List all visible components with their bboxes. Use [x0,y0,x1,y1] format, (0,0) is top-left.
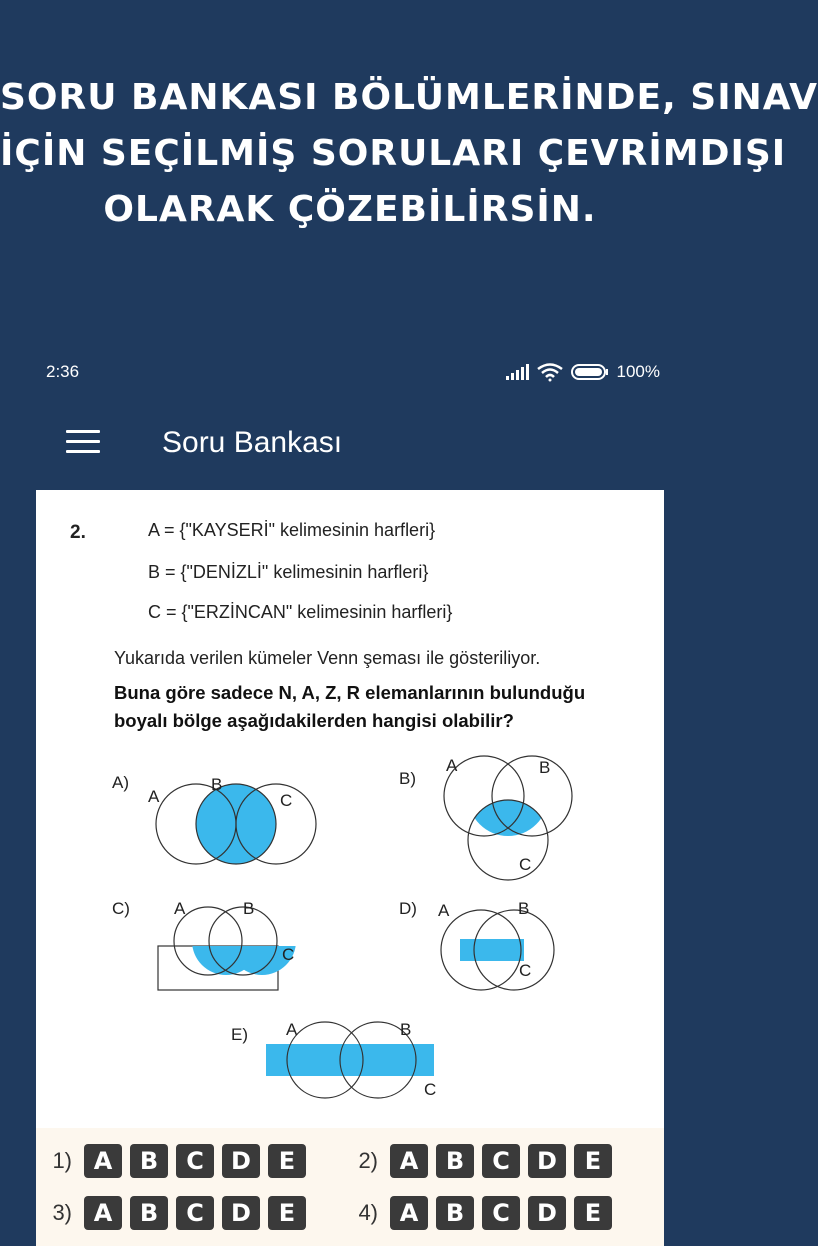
answer-row-2 [342,1144,620,1178]
answer-3-choice-b[interactable]: B [130,1196,168,1230]
option-d-set-a: A [438,901,450,920]
answer-row-number: 4) [358,1200,378,1225]
question-prompt-line-1: Buna göre sadece N, A, Z, R elemanlarının bulunduğu [114,682,586,703]
option-e-set-a: A [286,1020,298,1039]
answer-4-choice-c[interactable]: C [482,1196,520,1230]
promo-heading [0,70,818,238]
answer-row-number: 1) [52,1148,72,1173]
option-c-set-a: A [174,899,186,918]
promo-line-2: İÇİN SEÇİLMİŞ SORULARI ÇEVRİMDIŞI [0,133,787,174]
option-b-label: B) [399,769,416,788]
option-b-diagram [399,756,572,880]
answer-3-choice-a[interactable]: A [84,1196,122,1230]
answer-4-choice-a[interactable]: A [390,1196,428,1230]
option-e-set-c: C [424,1080,437,1099]
page-title: Soru Bankası [162,426,343,459]
answer-3-choice-e[interactable]: E [268,1196,306,1230]
set-c-definition: C = {"ERZİNCAN" kelimesinin harfleri} [148,602,453,622]
venn-diagrams [36,490,664,1130]
option-b-set-c: C [519,855,532,874]
option-e-diagram [231,1020,436,1099]
option-d-set-b: B [518,899,530,918]
status-icons [505,362,660,382]
answer-3-choice-c[interactable]: C [176,1196,214,1230]
answer-sheet [36,1128,664,1246]
answer-2-choice-a[interactable]: A [390,1144,428,1178]
answer-1-choice-b[interactable]: B [130,1144,168,1178]
answer-2-choice-d[interactable]: D [528,1144,566,1178]
answer-2-choice-b[interactable]: B [436,1144,474,1178]
question-card [36,490,664,1130]
promo-line-3: OLARAK ÇÖZEBİLİRSİN. [103,189,597,230]
answer-1-choice-c[interactable]: C [176,1144,214,1178]
status-bar [0,356,700,388]
option-a-set-a: A [148,787,160,806]
app-bar [0,412,700,474]
option-e-set-b: B [400,1020,412,1039]
status-time: 2:36 [46,362,80,381]
set-b-definition: B = {"DENİZLİ" kelimesinin harfleri} [148,562,429,582]
option-a-label: A) [112,773,129,792]
answer-2-choice-e[interactable]: E [574,1144,612,1178]
option-c-set-c: C [282,945,295,964]
answer-row-1 [36,1144,314,1178]
option-d-diagram [399,899,554,990]
option-e-label: E) [231,1025,248,1044]
answer-4-choice-e[interactable]: E [574,1196,612,1230]
promo-line-1: SORU BANKASI BÖLÜMLERİNDE, SINAV [0,77,818,118]
answer-row-3 [36,1196,314,1230]
answer-row-number: 2) [358,1148,378,1173]
answer-1-choice-a[interactable]: A [84,1144,122,1178]
option-a-set-b: B [211,775,223,794]
answer-row-number: 3) [52,1200,72,1225]
battery-percent: 100% [616,362,660,381]
answer-4-choice-b[interactable]: B [436,1196,474,1230]
question-number: 2. [70,522,86,543]
wifi-icon [537,363,563,381]
answer-3-choice-d[interactable]: D [222,1196,260,1230]
option-d-label: D) [399,899,417,918]
option-c-diagram [112,899,296,990]
answer-2-choice-c[interactable]: C [482,1144,520,1178]
option-c-set-b: B [243,899,255,918]
menu-icon[interactable] [66,430,100,456]
answer-row-4 [342,1196,620,1230]
question-prompt-line-2: boyalı bölge aşağıdakilerden hangisi olabilir? [114,710,514,731]
option-d-set-c: C [519,961,532,980]
battery-icon [571,363,609,381]
option-b-set-a: A [446,756,458,775]
answer-1-choice-d[interactable]: D [222,1144,260,1178]
answer-1-choice-e[interactable]: E [268,1144,306,1178]
option-a-set-c: C [280,791,293,810]
answer-4-choice-d[interactable]: D [528,1196,566,1230]
option-a-diagram [112,773,316,864]
question-text: Yukarıda verilen kümeler Venn şeması ile gösteriliyor. [114,648,541,668]
option-b-set-b: B [539,758,551,777]
set-a-definition: A = {"KAYSERİ" kelimesinin harfleri} [148,520,436,540]
signal-icon [505,364,529,380]
option-c-label: C) [112,899,130,918]
